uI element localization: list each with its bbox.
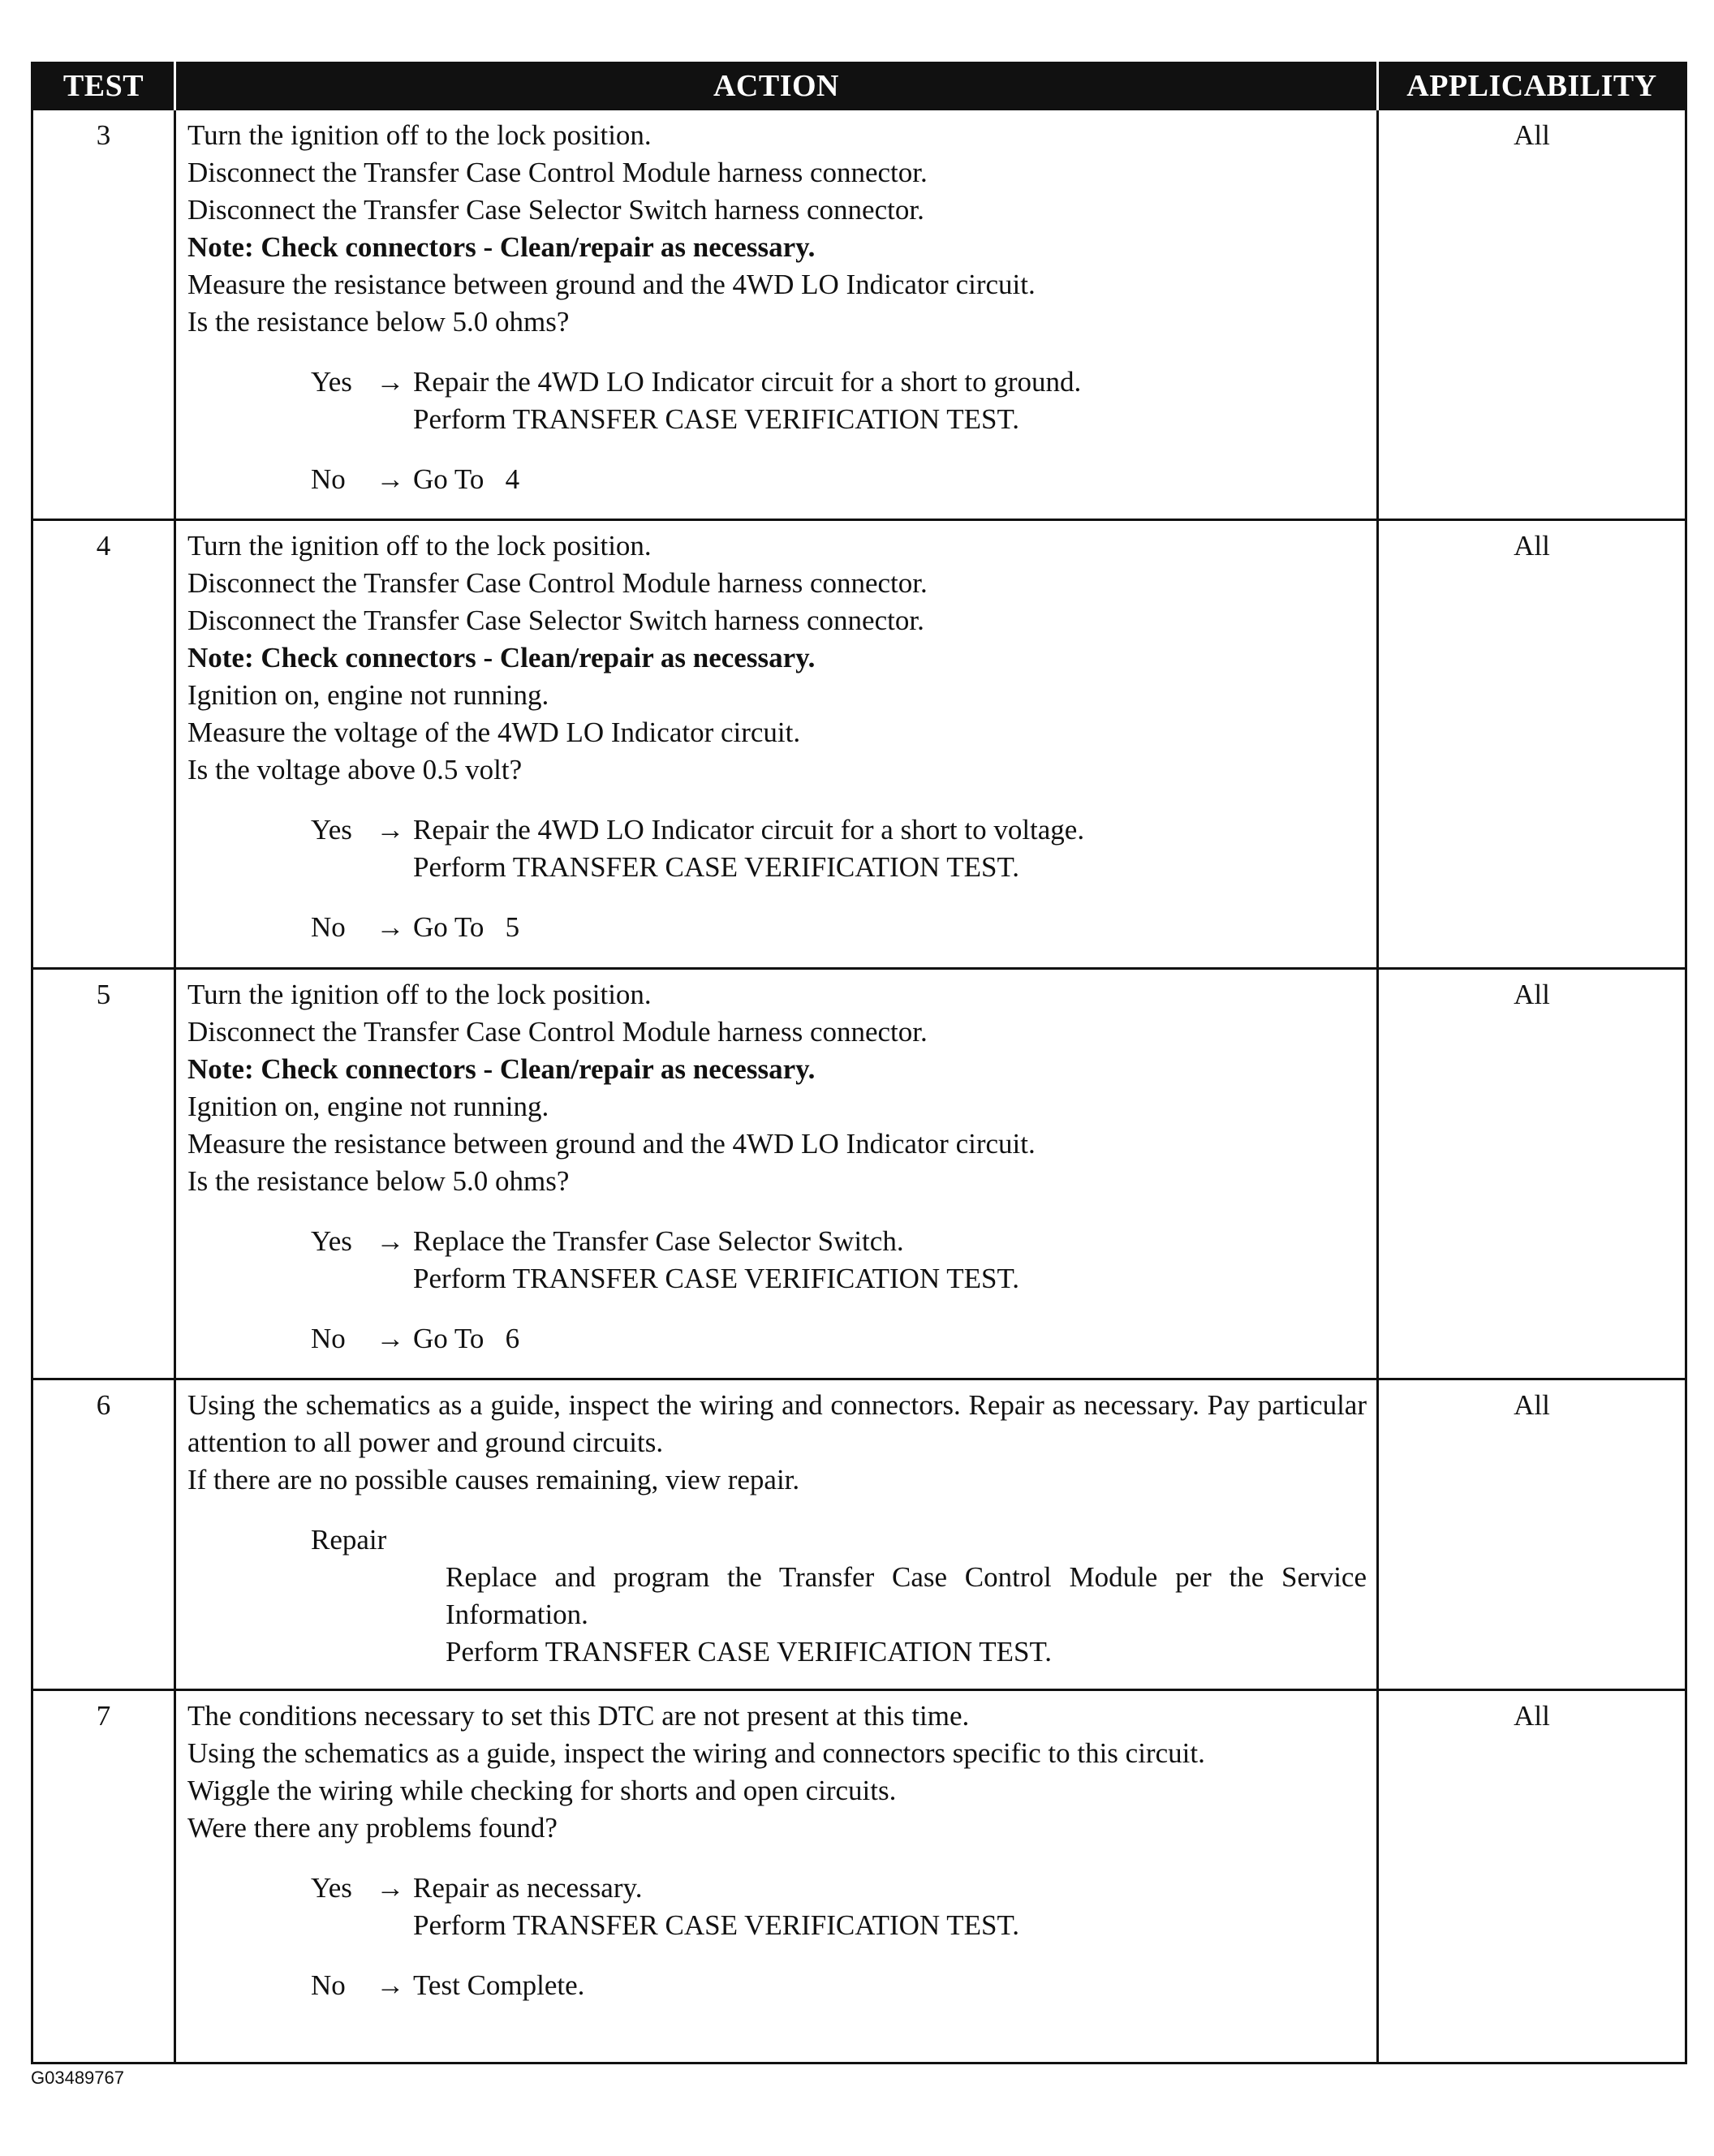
action-line: Turn the ignition off to the lock position.	[187, 119, 652, 151]
applicability: All	[1378, 1379, 1686, 1690]
no-response	[311, 461, 1367, 498]
applicability: All	[1378, 110, 1686, 520]
test-number: 7	[32, 1690, 175, 2063]
yes-label: Yes	[311, 1225, 352, 1257]
arrow-icon: →	[376, 1969, 405, 2001]
table-row	[32, 1690, 1686, 2063]
table-header-row	[32, 63, 1686, 110]
yes-response	[311, 811, 1367, 886]
note-line: Note: Check connectors - Clean/repair as necessary.	[187, 642, 816, 673]
question-line: Is the resistance below 5.0 ohms?	[187, 1165, 570, 1197]
question-line: Is the voltage above 0.5 volt?	[187, 754, 523, 785]
yes-text: Perform TRANSFER CASE VERIFICATION TEST.	[413, 851, 1020, 883]
test-number: 3	[32, 110, 175, 520]
test-number: 4	[32, 520, 175, 969]
action-cell	[175, 520, 1378, 969]
arrow-icon: →	[376, 1225, 405, 1257]
note-line: Note: Check connectors - Clean/repair as necessary.	[187, 231, 816, 263]
action-line: Disconnect the Transfer Case Control Module harness connector.	[187, 567, 928, 599]
no-label: No	[311, 911, 346, 943]
arrow-icon: →	[376, 1872, 405, 1904]
no-text: Go To 6	[413, 1323, 520, 1354]
note-line: Note: Check connectors - Clean/repair as necessary.	[187, 1053, 816, 1085]
no-label: No	[311, 1969, 346, 2001]
no-response	[311, 1967, 1367, 2004]
yes-label: Yes	[311, 366, 352, 398]
repair-body	[446, 1559, 1367, 1671]
yes-text: Perform TRANSFER CASE VERIFICATION TEST.	[413, 403, 1020, 435]
action-line: Disconnect the Transfer Case Control Module harness connector.	[187, 157, 928, 188]
repair-text: Replace and program the Transfer Case Control Module per the Service Information.	[446, 1561, 1367, 1630]
action-cell	[175, 1379, 1378, 1690]
arrow-icon: →	[376, 814, 405, 846]
table-row	[32, 110, 1686, 520]
table-row	[32, 1379, 1686, 1690]
action-cell	[175, 1690, 1378, 2063]
no-label: No	[311, 1323, 346, 1354]
action-line: The conditions necessary to set this DTC are not present at this time.	[187, 1700, 970, 1732]
question-line: Were there any problems found?	[187, 1812, 558, 1844]
header-applicability: APPLICABILITY	[1378, 63, 1686, 110]
action-line: Turn the ignition off to the lock position.	[187, 530, 652, 562]
yes-text: Repair the 4WD LO Indicator circuit for a short to ground.	[413, 366, 1082, 398]
action-line: Measure the voltage of the 4WD LO Indicator circuit.	[187, 717, 801, 748]
yes-label: Yes	[311, 814, 352, 846]
action-line: Measure the resistance between ground and the 4WD LO Indicator circuit.	[187, 269, 1036, 300]
no-text: Go To 5	[413, 911, 520, 943]
diagnostic-test-table	[31, 62, 1687, 2064]
arrow-icon: →	[376, 366, 405, 398]
header-action: ACTION	[175, 63, 1378, 110]
action-line: Ignition on, engine not running.	[187, 1091, 549, 1122]
arrow-icon: →	[376, 911, 405, 943]
no-text: Test Complete.	[413, 1969, 585, 2001]
arrow-icon: →	[376, 1323, 405, 1354]
action-line: Disconnect the Transfer Case Selector Switch harness connector.	[187, 605, 924, 636]
table-row	[32, 520, 1686, 969]
yes-text: Perform TRANSFER CASE VERIFICATION TEST.	[413, 1909, 1020, 1941]
action-cell	[175, 969, 1378, 1379]
yes-text: Perform TRANSFER CASE VERIFICATION TEST.	[413, 1263, 1020, 1294]
test-number: 5	[32, 969, 175, 1379]
table-row	[32, 969, 1686, 1379]
action-line: Ignition on, engine not running.	[187, 679, 549, 711]
no-label: No	[311, 463, 346, 495]
action-line: Wiggle the wiring while checking for shorts and open circuits.	[187, 1775, 897, 1806]
yes-response	[311, 1223, 1367, 1297]
yes-text: Repair the 4WD LO Indicator circuit for a short to voltage.	[413, 814, 1085, 846]
applicability: All	[1378, 1690, 1686, 2063]
action-line: If there are no possible causes remaining, view repair.	[187, 1464, 800, 1495]
figure-id: G03489767	[31, 2068, 124, 2088]
yes-text: Repair as necessary.	[413, 1872, 643, 1904]
question-line: Is the resistance below 5.0 ohms?	[187, 306, 570, 338]
applicability: All	[1378, 520, 1686, 969]
no-text: Go To 4	[413, 463, 520, 495]
action-paragraph: Using the schematics as a guide, inspect the wiring and connectors specific to this circuit.	[187, 1737, 1205, 1769]
no-response	[311, 1320, 1367, 1358]
action-line: Disconnect the Transfer Case Control Module harness connector.	[187, 1016, 928, 1048]
action-line: Disconnect the Transfer Case Selector Switch harness connector.	[187, 194, 924, 226]
action-line: Turn the ignition off to the lock position.	[187, 979, 652, 1010]
yes-response	[311, 1870, 1367, 1944]
applicability: All	[1378, 969, 1686, 1379]
no-response	[311, 909, 1367, 946]
action-cell	[175, 110, 1378, 520]
action-paragraph: Using the schematics as a guide, inspect the wiring and connectors. Repair as necessary. Pay particular attention to all power and ground circuits.	[187, 1389, 1367, 1458]
test-number: 6	[32, 1379, 175, 1690]
yes-text: Replace the Transfer Case Selector Switch.	[413, 1225, 904, 1257]
repair-label: Repair	[311, 1524, 387, 1556]
yes-response	[311, 364, 1367, 438]
arrow-icon: →	[376, 463, 405, 495]
header-test: TEST	[32, 63, 175, 110]
yes-label: Yes	[311, 1872, 352, 1904]
repair-text: Perform TRANSFER CASE VERIFICATION TEST.	[446, 1636, 1053, 1668]
action-line: Measure the resistance between ground and the 4WD LO Indicator circuit.	[187, 1128, 1036, 1160]
